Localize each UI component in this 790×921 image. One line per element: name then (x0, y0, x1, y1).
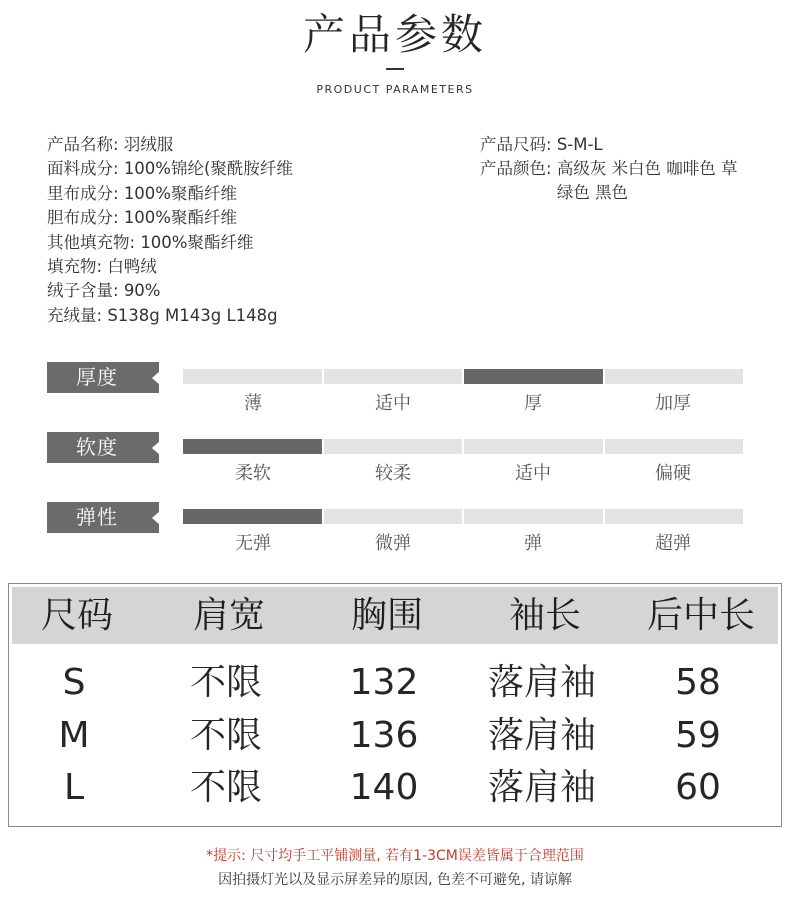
gauge-level: 厚 (524, 393, 542, 414)
gauge-track-thickness (183, 369, 743, 384)
color-difference-note: 因拍摄灯光以及显示屏差异的原因, 色差不可避免, 请谅解 (218, 872, 572, 888)
spec-row (47, 231, 293, 255)
spec-value: S-M-L (556, 135, 603, 154)
header-cell-length: 后中长 (646, 595, 755, 636)
table-cell: 不限 (189, 662, 262, 703)
title-underline (386, 68, 404, 70)
table-cell: 59 (675, 715, 721, 756)
spec-value: S138g M143g L148g (107, 305, 278, 325)
table-cell: S (62, 662, 86, 703)
gauge-level: 弹 (524, 533, 542, 554)
gauge-label-elasticity: 弹性 (47, 502, 159, 533)
spec-value: 100%聚酯纤维 (140, 232, 254, 252)
gauge-segment (464, 509, 603, 524)
spec-row (47, 304, 293, 328)
gauge-level: 微弹 (375, 533, 411, 554)
spec-row (47, 279, 293, 303)
header-cell-sleeve: 袖长 (508, 595, 581, 636)
gauge-levels-thickness (183, 389, 743, 415)
gauge-segment (605, 439, 744, 454)
gauge-level: 加厚 (655, 393, 691, 414)
spec-value: 100%聚酯纤维 (123, 208, 237, 228)
gauge-segment (324, 369, 463, 384)
gauge-label-thickness: 厚度 (47, 362, 159, 393)
gauge-track-elasticity (183, 509, 743, 524)
spec-label: 充绒量: (47, 305, 103, 325)
gauge-segment (324, 509, 463, 524)
gauge-segment (605, 369, 744, 384)
gauge-label-softness: 软度 (47, 432, 159, 463)
spec-value: 高级灰 米白色 咖啡色 草绿色 黑色 (556, 159, 738, 203)
gauge-segment (464, 439, 603, 454)
gauge-level: 偏硬 (655, 463, 691, 484)
spec-label: 其他填充物: (47, 232, 136, 252)
spec-label: 绒子含量: (47, 281, 119, 301)
gauge-level: 超弹 (655, 533, 691, 554)
spec-row (480, 133, 742, 157)
table-cell: M (58, 715, 90, 756)
spec-label: 填充物: (47, 256, 103, 276)
gauge-segment-selected (464, 369, 603, 384)
table-cell: 132 (349, 662, 419, 703)
spec-value: 白鸭绒 (107, 256, 157, 276)
gauge-track-softness (183, 439, 743, 454)
gauge-segment (183, 369, 322, 384)
spec-row (47, 255, 293, 279)
header-cell-chest: 胸围 (350, 595, 423, 636)
table-cell: 60 (675, 767, 721, 808)
gauge-levels-softness (183, 459, 743, 485)
gauge-level: 适中 (515, 463, 551, 484)
spec-value: 100%聚酯纤维 (123, 183, 237, 203)
spec-row (47, 182, 293, 206)
spec-row (47, 133, 293, 157)
table-cell: 不限 (189, 767, 262, 808)
spec-row (47, 206, 293, 230)
header-cell-size: 尺码 (40, 595, 113, 636)
gauge-level: 薄 (244, 393, 262, 414)
gauge-level: 无弹 (235, 533, 271, 554)
gauge-level: 较柔 (375, 463, 411, 484)
header-cell-shoulder: 肩宽 (192, 595, 265, 636)
spec-value: 90% (123, 281, 161, 301)
gauge-segment-selected (183, 439, 322, 454)
gauge-level: 柔软 (235, 463, 271, 484)
table-cell: 58 (675, 662, 721, 703)
gauge-segment (324, 439, 463, 454)
gauge-level: 适中 (375, 393, 411, 414)
specs-right (480, 133, 742, 203)
table-cell: 不限 (189, 715, 262, 756)
table-cell: 落肩袖 (487, 662, 596, 703)
spec-label: 产品尺码: (480, 135, 552, 154)
gauge-segment (605, 509, 744, 524)
size-table-header (12, 587, 778, 644)
table-cell: 落肩袖 (487, 767, 596, 808)
table-cell: L (63, 767, 85, 808)
table-cell: 140 (349, 767, 419, 808)
spec-label: 产品名称: (47, 135, 119, 154)
page-subtitle: PRODUCT PARAMETERS (316, 83, 474, 96)
gauge-segment-selected (183, 509, 322, 524)
spec-label: 面料成分: (47, 159, 119, 179)
gauge-levels-elasticity (183, 529, 743, 555)
specs-left (47, 133, 293, 328)
size-table (8, 583, 782, 827)
table-cell: 136 (349, 715, 419, 756)
spec-label: 里布成分: (47, 183, 119, 203)
measurement-note: *提示: 尺寸均手工平铺测量, 若有1-3CM误差皆属于合理范围 (206, 848, 584, 864)
spec-value: 羽绒服 (123, 135, 174, 154)
table-cell: 落肩袖 (487, 715, 596, 756)
spec-row (480, 157, 742, 203)
spec-value: 100%锦纶(聚酰胺纤维 (123, 159, 293, 179)
spec-label: 胆布成分: (47, 208, 119, 228)
page-title: 产品参数 (302, 10, 487, 59)
spec-row (47, 157, 293, 181)
spec-label: 产品颜色: (480, 159, 552, 179)
